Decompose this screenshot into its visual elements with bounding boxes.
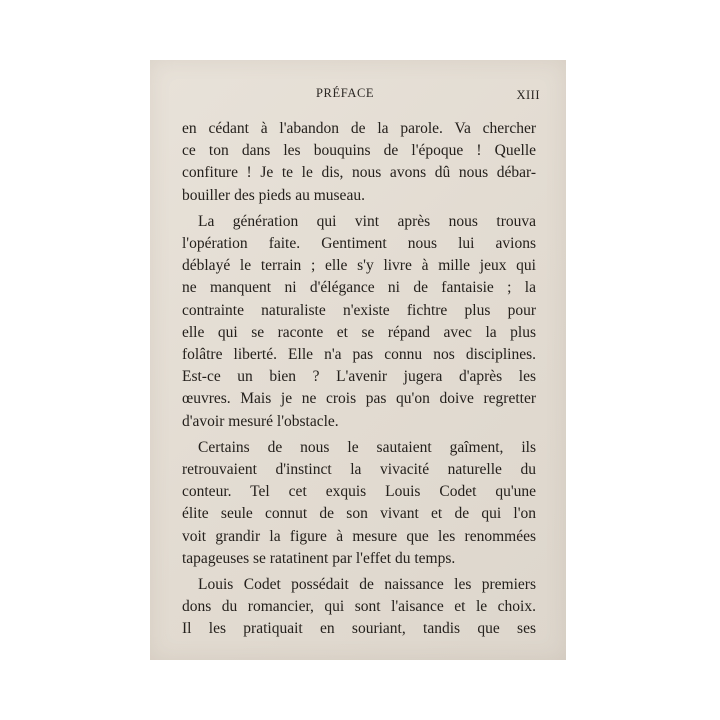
text-line: d'avoir mesuré l'obstacle. — [182, 412, 339, 430]
paragraph-3 — [182, 437, 536, 570]
paragraph-2 — [182, 211, 536, 433]
paragraph-4 — [182, 574, 536, 641]
text-line: Est-ce un bien ? L'avenir jugera d'après les — [182, 368, 536, 386]
text-line: tapageuses se ratatinent par l'effet du temps. — [182, 549, 456, 567]
text-line: ce ton dans les bouquins de l'époque ! Quelle — [182, 142, 536, 160]
paragraph-1 — [182, 118, 536, 207]
text-line: déblayé le terrain ; elle s'y livre à mille jeux qui — [182, 257, 536, 275]
text-line: contrainte naturaliste n'existe fichtre plus pour — [182, 301, 536, 319]
body-text — [182, 118, 536, 641]
running-header-title: PRÉFACE — [316, 86, 375, 100]
text-line: œuvres. Mais je ne crois pas qu'on doive regretter — [182, 390, 536, 408]
text-line: La génération qui vint après nous trouva — [198, 212, 536, 230]
text-line: voit grandir la figure à mesure que les renommées — [182, 527, 536, 545]
text-line: ne manquent ni d'élégance ni de fantaisie ; la — [182, 279, 536, 297]
page-number: XIII — [516, 88, 540, 102]
text-line: confiture ! Je te le dis, nous avons dû nous débar- — [182, 164, 536, 182]
text-line: bouiller des pieds au museau. — [182, 186, 365, 204]
book-page — [150, 60, 566, 660]
text-line: folâtre liberté. Elle n'a pas connu nos disciplines. — [182, 346, 536, 364]
text-line: en cédant à l'abandon de la parole. Va chercher — [182, 120, 536, 137]
text-line: conteur. Tel cet exquis Louis Codet qu'une — [182, 483, 536, 501]
text-line: l'opération faite. Gentiment nous lui avions — [182, 235, 536, 253]
text-line: élite seule connut de son vivant et de qui l'on — [182, 505, 536, 523]
text-line: Il les pratiquait en souriant, tandis que ses — [182, 620, 536, 638]
text-line: Certains de nous le sautaient gaîment, ils — [198, 438, 536, 456]
text-line: retrouvaient d'instinct la vivacité naturelle du — [182, 461, 536, 479]
text-line: Louis Codet possédait de naissance les premiers — [198, 576, 536, 594]
text-line: elle qui se raconte et se répand avec la plus — [182, 323, 536, 341]
text-line: dons du romancier, qui sont l'aisance et le choix. — [182, 598, 536, 616]
